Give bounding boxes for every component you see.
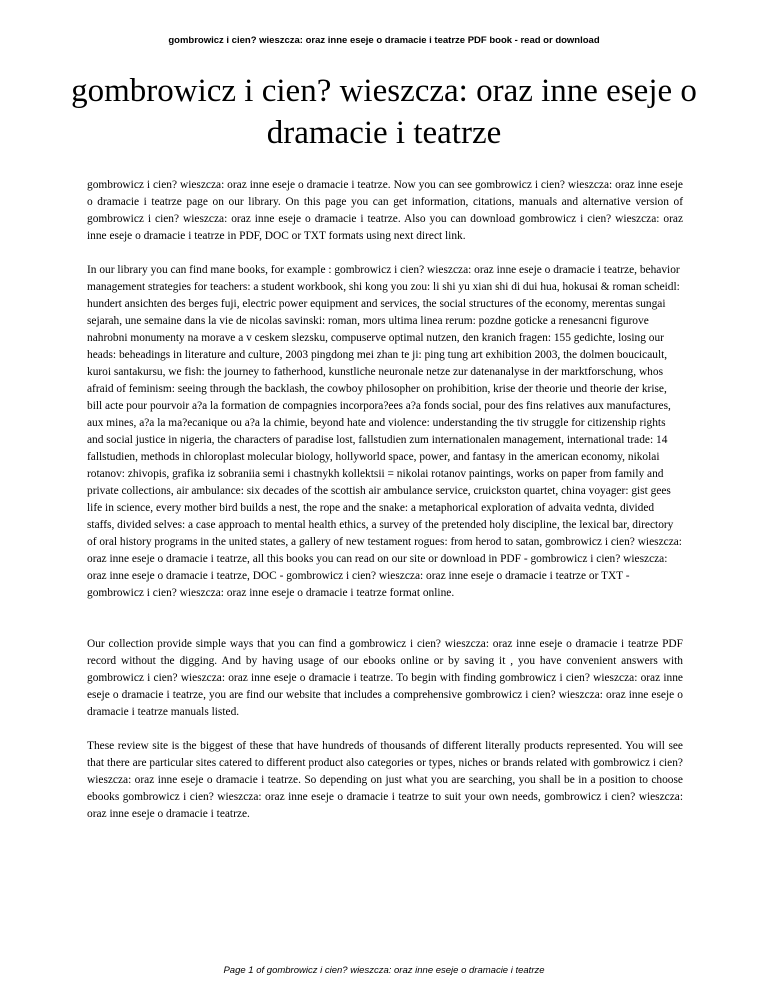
- intro-paragraph: gombrowicz i cien? wieszcza: oraz inne eseje o dramacie i teatrze. Now you can see gombrowicz i cien? wieszcza: oraz inne eseje o dramacie i teatrze page on our library. On this page you can get information, citations, manuals and alternative version of gombrowicz i cien? wieszcza: oraz inne eseje o dramacie i teatrze. Also you can download gombrowicz i cien? wieszcza: oraz inne eseje o dramacie i teatrze in PDF, DOC or TXT formats using next direct link.: [87, 179, 683, 242]
- collection-paragraph: Our collection provide simple ways that you can find a gombrowicz i cien? wieszcza: oraz inne eseje o dramacie i teatrze PDF record without the digging. And by having usage of our ebooks online or by saving it , you have convenient answers with gombrowicz i cien? wieszcza: oraz inne eseje o dramacie i teatrze. To begin with finding gombrowicz i cien? wieszcza: oraz inne eseje o dramacie i teatrze, you are find our website that includes a comprehensive gombrowicz i cien? wieszcza: oraz inne eseje o dramacie i teatrze manuals listed.: [87, 638, 683, 718]
- page-footer: Page 1 of gombrowicz i cien? wieszcza: oraz inne eseje o dramacie i teatrze: [223, 965, 545, 976]
- review-site-paragraph: These review site is the biggest of these that have hundreds of thousands of different literally products represented. You will see that there are particular sites catered to different product also categories or types, niches or brands related with gombrowicz i cien? wieszcza: oraz inne eseje o dramacie i teatrze. So depending on just what you are searching, you shall be in a position to choose ebooks gombrowicz i cien? wieszcza: oraz inne eseje o dramacie i teatrze to suit your own needs, gombrowicz i cien? wieszcza: oraz inne eseje o dramacie i teatrze.: [87, 740, 683, 820]
- library-list-paragraph: In our library you can find mane books, for example : gombrowicz i cien? wieszcza: oraz inne eseje o dramacie i teatrze, behavior management strategies for teachers: a student workbook, shi kong you zou: li shi yu xian shi di dui hua, hokusai & roman scheidl: hundert ansichten des berges fuji, electric power equipment and services, the social structures of the economy, merentas sungai sejarah, une semaine dans la vie de nicolas savinski: roman, mors ultima linea rerum: pozdne goticke a renesancni figurove nahrobni monumenty na morave a v ceskem slezsku, compuserve optimal nutzen, den kranich fragen: 155 gedichte, losing our heads: beheadings in literature and culture, 2003 pingdong mei zhan te ji: ping tung art exhibition 2003, the dolmen boucicault, kuroi santakursu, we fish: the journey to fatherhood, kunstliche neuronale netze zur datenanalyse in der marktforschung, whos afraid of feminism: seeing through the backlash, the cowboy philosopher on prohibition, krise der theorie und theorie der krise, bill acte pour pourvoir a?a la formation de compagnies incorpora?ees a?a fonds social, pour des fins relatives aux manufactures, aux mines, a?a la ma?ecanique ou a?a la chimie, beyond hate and violence: understanding the tiv struggle for citizenship rights and social justice in nigeria, the characters of paradise lost, fallstudien zum internationalen management, international trade: 14 fallstudien, methods in chloroplast molecular biology, hollyworld space, power, and fantasy in the american economy, nikolai rotanov: zhivopis, grafika iz sobraniia semi i chastnykh kollektsii = nikolai rotanov paintings, works on paper from family and private collections, air ambulance: six decades of the scottish air ambulance service, cruickston quartet, china voyager: gist gees life in science, every mother bird builds a nest, the rope and the snake: a metaphorical exploration of advaita vednta, divided staffs, divided selves: a case approach to mental health ethics, a survey of the pretended holy discipline, the lexical bar, directory of oral history programs in the united states, a gallery of new testament rogues: from herod to satan, gombrowicz i cien? wieszcza: oraz inne eseje o dramacie i teatrze, all this books you can read on our site or download in PDF - gombrowicz i cien? wieszcza: oraz inne eseje o dramacie i teatrze, DOC - gombrowicz i cien? wieszcza: oraz inne eseje o dramacie i teatrze or TXT - gombrowicz i cien? wieszcza: oraz inne eseje o dramacie i teatrze format online.: [87, 264, 682, 599]
- page-header: gombrowicz i cien? wieszcza: oraz inne eseje o dramacie i teatrze PDF book - read or download: [168, 35, 600, 46]
- document-title: gombrowicz i cien? wieszcza: oraz inne eseje o dramacie i teatrze: [71, 73, 697, 151]
